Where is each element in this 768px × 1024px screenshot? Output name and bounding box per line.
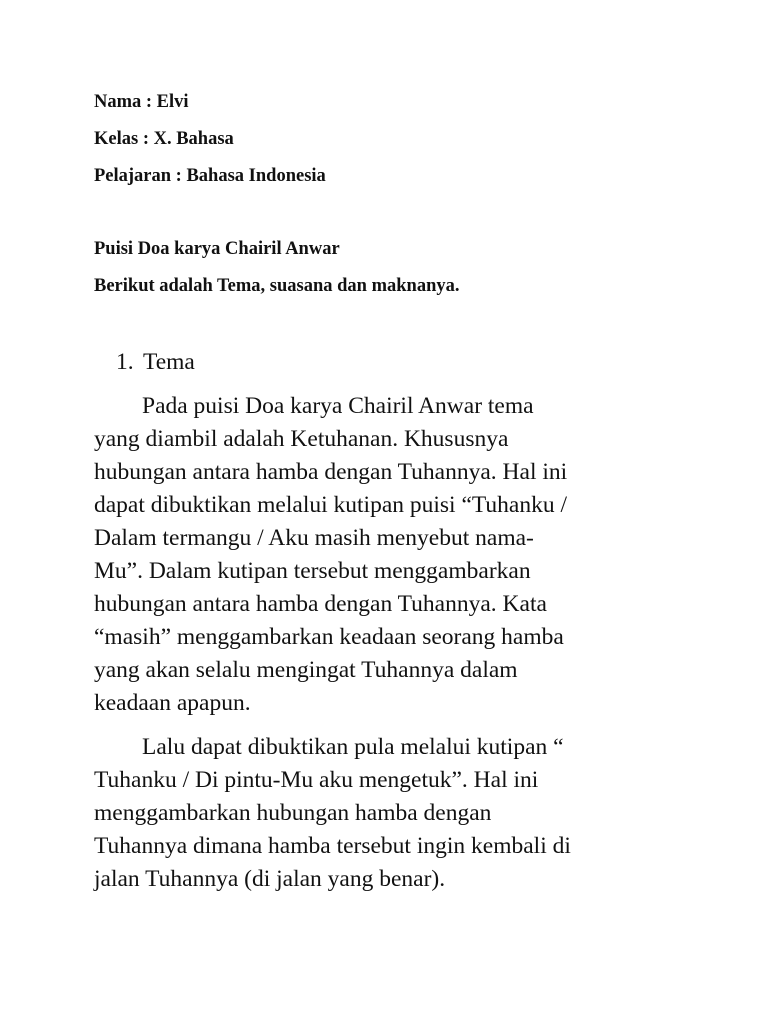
paragraph-line: hubungan antara hamba dengan Tuhannya. Kata [94, 591, 547, 617]
subject: Pelajaran : Bahasa Indonesia [94, 166, 326, 186]
paragraph-line: Pada puisi Doa karya Chairil Anwar tema [142, 393, 534, 419]
paragraph-line: yang diambil adalah Ketuhanan. Khususnya [94, 426, 509, 452]
paragraph-line: dapat dibuktikan melalui kutipan puisi “Tuhanku / [94, 492, 567, 518]
paragraph-line: menggambarkan hubungan hamba dengan [94, 800, 492, 826]
paragraph-line: Tuhanku / Di pintu-Mu aku mengetuk”. Hal ini [94, 767, 539, 793]
paragraph-line: yang akan selalu mengingat Tuhannya dalam [94, 657, 518, 683]
document-subtitle: Berikut adalah Tema, suasana dan maknanya. [94, 276, 460, 296]
section-heading-tema [116, 351, 195, 375]
section-number: 1. [116, 349, 134, 375]
paragraph-line: jalan Tuhannya (di jalan yang benar). [94, 866, 446, 892]
paragraph-line: hubungan antara hamba dengan Tuhannya. Hal ini [94, 459, 568, 485]
paragraph-2 [94, 731, 684, 896]
paragraph-line: keadaan apapun. [94, 690, 251, 716]
student-class: Kelas : X. Bahasa [94, 129, 234, 149]
paragraph-line: “masih” menggambarkan keadaan seorang hamba [94, 624, 564, 650]
document-title: Puisi Doa karya Chairil Anwar [94, 239, 340, 259]
student-name: Nama : Elvi [94, 92, 189, 112]
paragraph-line: Lalu dapat dibuktikan pula melalui kutipan “ [142, 734, 564, 760]
paragraph-line: Tuhannya dimana hamba tersebut ingin kembali di [94, 833, 571, 859]
section-title: Tema [143, 349, 195, 375]
paragraph-line: Dalam termangu / Aku masih menyebut nama- [94, 525, 534, 551]
paragraph-1 [94, 390, 684, 720]
paragraph-line: Mu”. Dalam kutipan tersebut menggambarkan [94, 558, 531, 584]
